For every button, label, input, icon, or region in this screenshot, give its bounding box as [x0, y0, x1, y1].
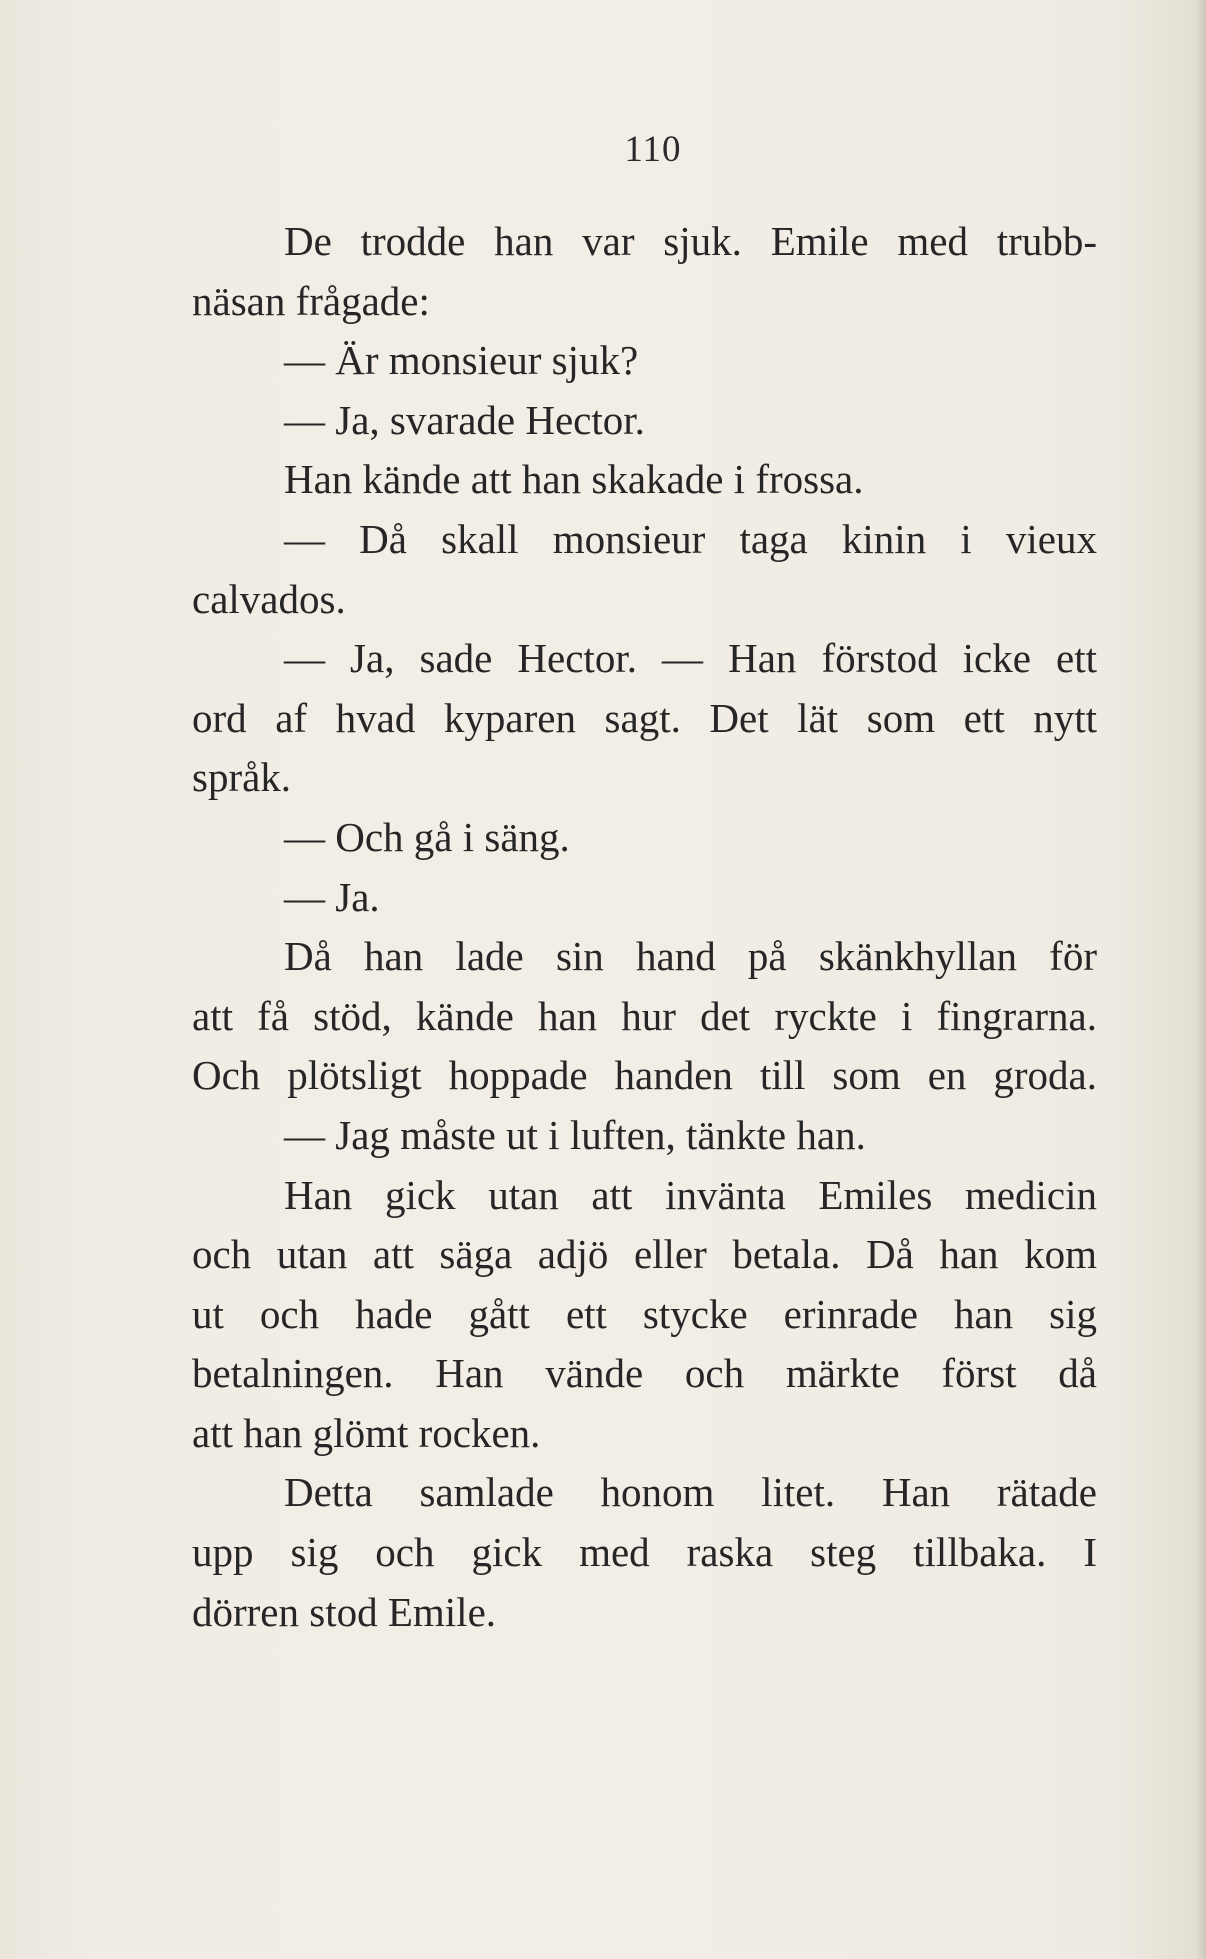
text-line: Han kände att han skakade i frossa. — [284, 456, 864, 503]
text-line: De trodde han var sjuk. Emile med trubb- — [284, 218, 1097, 264]
text-line: Han gick utan att invänta Emiles medicin — [284, 1171, 1097, 1218]
text-line: — Jag måste ut i luften, tänkte han. — [284, 1111, 866, 1158]
text-line: — Och gå i säng. — [284, 813, 570, 860]
text-line: näsan frågade: — [192, 277, 430, 324]
text-line: calvados. — [192, 575, 346, 622]
text-line: och utan att säga adjö eller betala. Då han kom — [192, 1231, 1097, 1278]
text-line: upp sig och gick med raska steg tillbaka. I — [192, 1529, 1097, 1576]
text-line: — Ja. — [284, 873, 380, 920]
text-line: — Är monsieur sjuk? — [284, 337, 639, 384]
text-line: att få stöd, kände han hur det ryckte i fingrarna. — [192, 992, 1097, 1039]
text-line: språk. — [192, 754, 292, 801]
text-line: — Ja, sade Hector. — Han förstod icke ett — [284, 635, 1097, 682]
text-line: Då han lade sin hand på skänkhyllan för — [284, 933, 1097, 980]
text-line: — Då skall monsieur taga kinin i vieux — [284, 515, 1097, 562]
text-line: Detta samlade honom litet. Han rätade — [284, 1469, 1097, 1516]
page-number: 110 — [624, 129, 682, 170]
text-line: dörren stod Emile. — [192, 1588, 497, 1635]
text-line: — Ja, svarade Hector. — [284, 396, 645, 443]
text-line: ut och hade gått ett stycke erinrade han sig — [192, 1290, 1097, 1337]
text-line: att han glömt rocken. — [192, 1409, 541, 1456]
text-line: ord af hvad kyparen sagt. Det lät som ett nytt — [192, 694, 1097, 741]
page-edge-shadow — [1196, 0, 1206, 1959]
text-line: Och plötsligt hoppade handen till som en groda. — [192, 1052, 1097, 1099]
text-line: betalningen. Han vände och märkte först då — [192, 1350, 1097, 1397]
body-text — [192, 212, 1097, 1642]
